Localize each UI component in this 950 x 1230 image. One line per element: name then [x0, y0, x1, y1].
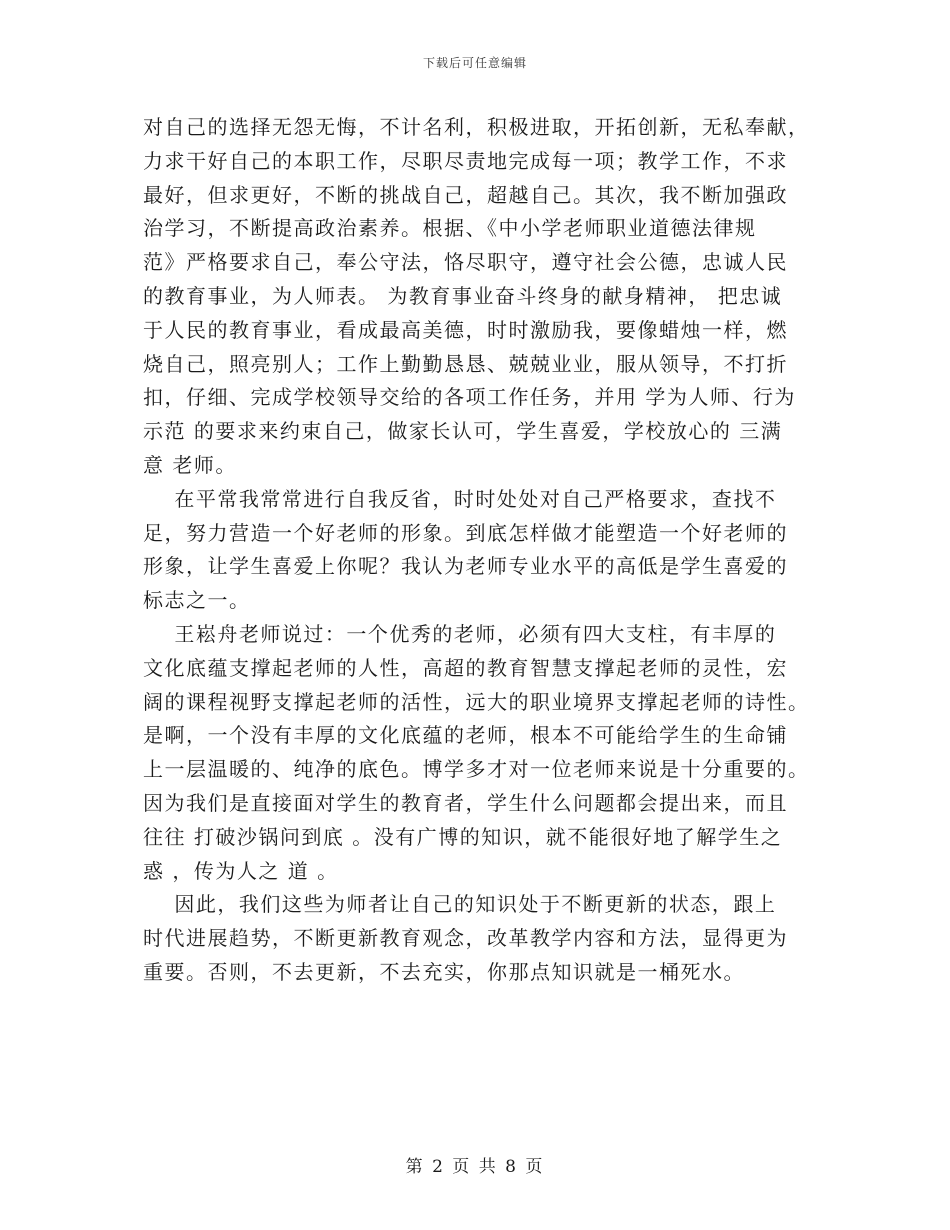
text-line: 治学习，不断提高政治素养。根据、《中小学老师职业道德法律规: [143, 216, 757, 241]
text-line: 因为我们是直接面对学生的教育者，学生什么问题都会提出来，而且: [143, 790, 788, 815]
page-header: 下载后可任意编辑: [422, 56, 527, 70]
text-line: 在平常我常常进行自我反省，时时处处对自己严格要求，查找不: [143, 486, 777, 511]
text-line: 足，努力营造一个好老师的形象。到底怎样做才能塑造一个好老师的: [143, 520, 788, 545]
text-line: 形象，让学生喜爱上你呢？我认为老师专业水平的高低是学生喜爱的: [143, 554, 788, 579]
body-text: [143, 111, 811, 990]
text-line: 是啊，一个没有丰厚的文化底蕴的老师，根本不可能给学生的生命铺: [143, 723, 788, 748]
text-line: 力求干好自己的本职工作，尽职尽责地完成每一项；教学工作，不求: [143, 148, 788, 173]
text-line: 的教育事业，为人师表。 为教育事业奋斗终身的献身精神， 把忠诚: [143, 283, 783, 308]
text-line: 意 老师。: [143, 452, 237, 477]
text-line: 示范 的要求来约束自己，做家长认可，学生喜爱，学校放心的 三满: [143, 419, 783, 444]
text-line: 上一层温暖的、纯净的底色。博学多才对一位老师来说是十分重要的。: [143, 757, 810, 782]
text-line: 扣，仔细、完成学校领导交给的各项工作任务，并用 学为人师、行为: [143, 385, 796, 410]
text-line: 文化底蕴支撑起老师的人性，高超的教育智慧支撑起老师的灵性，宏: [143, 655, 788, 680]
text-line: 烧自己，照亮别人；工作上勤勤恳恳、兢兢业业，服从领导，不打折: [143, 351, 788, 376]
text-line: 最好，但求更好，不断的挑战自己，超越自己。其次，我不断加强政: [143, 182, 788, 207]
text-line: 范》严格要求自己，奉公守法，恪尽职守，遵守社会公德，忠诚人民: [143, 250, 788, 275]
text-line: 往往 打破沙锅问到底 。没有广博的知识，就不能很好地了解学生之: [143, 824, 783, 849]
text-line: 时代进展趋势，不断更新教育观念，改革教学内容和方法，显得更为: [143, 926, 788, 951]
text-line: 对自己的选择无怨无悔，不计名利，积极进取，开拓创新，无私奉献，: [143, 115, 810, 139]
text-line: 标志之一。: [143, 588, 251, 613]
text-line: 重要。否则，不去更新，不去充实，你那点知识就是一桶死水。: [143, 959, 745, 984]
text-line: 因此，我们这些为师者让自己的知识处于不断更新的状态，跟上: [143, 892, 777, 917]
page-footer: 第 2 页 共 8 页: [405, 1157, 545, 1177]
text-line: 阔的课程视野支撑起老师的活性，远大的职业境界支撑起老师的诗性。: [143, 689, 810, 714]
text-line: 王崧舟老师说过：一个优秀的老师，必须有四大支柱，有丰厚的: [143, 621, 777, 646]
text-line: 于人民的教育事业，看成最高美德，时时激励我，要像蜡烛一样，燃: [143, 317, 788, 342]
text-line: 惑 ，传为人之 道 。: [143, 858, 339, 883]
